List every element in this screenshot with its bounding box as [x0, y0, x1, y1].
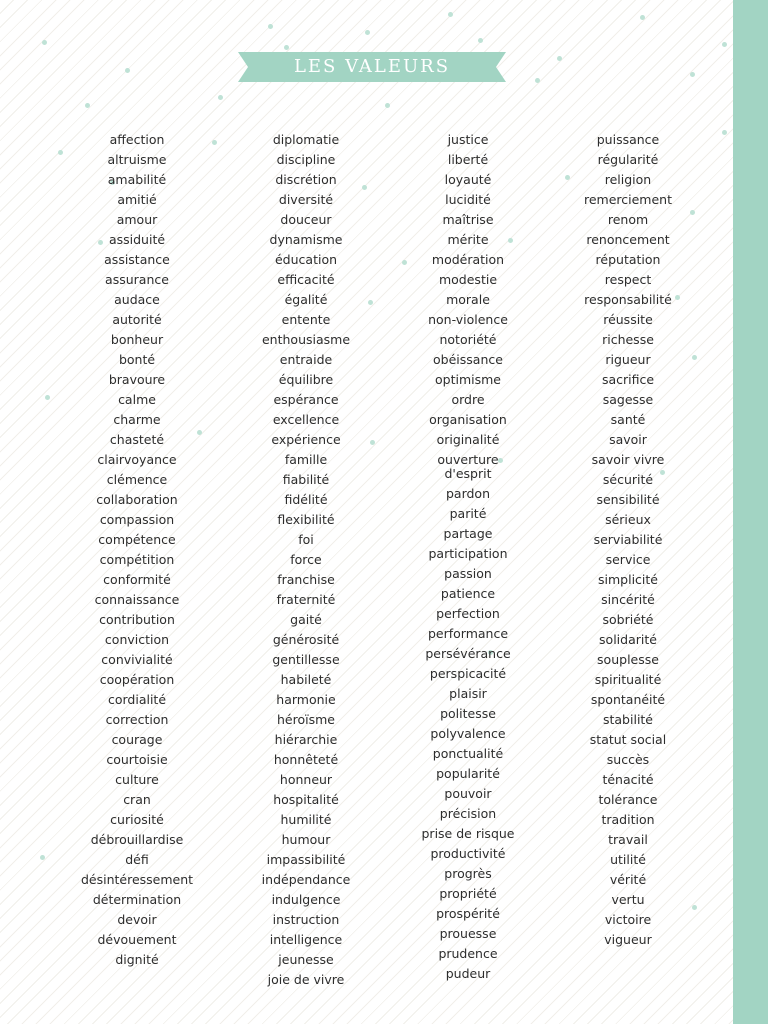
value-word: curiosité [110, 812, 164, 827]
value-word: originalité [436, 432, 500, 447]
value-word: statut social [589, 732, 667, 747]
value-word: propriété [439, 886, 497, 901]
value-word: sacrifice [601, 372, 655, 387]
value-word: foi [298, 532, 314, 547]
value-word: ponctualité [432, 746, 504, 761]
value-word: plaisir [449, 686, 487, 701]
value-word: joie de vivre [267, 972, 345, 987]
value-word: religion [604, 172, 652, 187]
value-word: prise de risque [421, 826, 515, 841]
value-word: victoire [604, 912, 652, 927]
value-word: prouesse [439, 926, 497, 941]
value-word: harmonie [276, 692, 336, 707]
value-word: culture [115, 772, 159, 787]
value-word: compétence [98, 532, 176, 547]
value-word: ouverture d'esprit [437, 452, 499, 481]
value-word: savoir [609, 432, 647, 447]
value-word: débrouillardise [90, 832, 184, 847]
value-word: discrétion [275, 172, 337, 187]
value-word: précision [439, 806, 497, 821]
value-word: spontanéité [590, 692, 666, 707]
value-word: intelligence [269, 932, 343, 947]
value-word: autorité [112, 312, 162, 327]
value-word: respect [604, 272, 652, 287]
value-word: expérience [271, 432, 341, 447]
value-word: perfection [436, 606, 500, 621]
value-word: affection [109, 132, 165, 147]
value-word: défi [125, 852, 149, 867]
value-word: rigueur [605, 352, 651, 367]
value-word: travail [608, 832, 648, 847]
value-word: humour [281, 832, 331, 847]
value-word: sincérité [601, 592, 655, 607]
value-word: habileté [280, 672, 332, 687]
value-word: polyvalence [430, 726, 506, 741]
value-word: assiduité [108, 232, 166, 247]
value-word: succès [606, 752, 650, 767]
value-word: équilibre [278, 372, 334, 387]
value-word: audace [114, 292, 160, 307]
value-word: cran [123, 792, 151, 807]
value-word: renom [607, 212, 649, 227]
value-word: obéissance [433, 352, 503, 367]
value-word: ténacité [602, 772, 654, 787]
value-word: dynamisme [269, 232, 343, 247]
value-word: dévouement [97, 932, 177, 947]
value-word: sécurité [602, 472, 654, 487]
value-word: réussite [603, 312, 653, 327]
value-word: renoncement [586, 232, 670, 247]
value-word: santé [610, 412, 646, 427]
value-word: connaissance [94, 592, 180, 607]
value-word: courage [111, 732, 163, 747]
value-word: richesse [602, 332, 654, 347]
value-word: diversité [278, 192, 334, 207]
value-word: bonheur [110, 332, 164, 347]
value-word: passion [444, 566, 492, 581]
value-word: force [290, 552, 322, 567]
value-word: hiérarchie [274, 732, 338, 747]
value-word: pudeur [445, 966, 491, 981]
value-word: dignité [115, 952, 159, 967]
value-word: tradition [601, 812, 655, 827]
value-word: gaité [290, 612, 322, 627]
value-word: égalité [284, 292, 328, 307]
value-word: régularité [597, 152, 659, 167]
value-word: chasteté [109, 432, 165, 447]
values-column-3 [393, 130, 543, 984]
value-word: altruisme [107, 152, 167, 167]
value-word: espérance [273, 392, 339, 407]
value-word: service [605, 552, 651, 567]
value-word: assurance [105, 272, 169, 287]
value-word: souplesse [597, 652, 659, 667]
value-word: prudence [438, 946, 498, 961]
value-word: humilité [280, 812, 332, 827]
value-word: devoir [117, 912, 157, 927]
value-word: hospitalité [273, 792, 339, 807]
value-word: participation [428, 546, 508, 561]
value-word: responsabilité [584, 292, 672, 307]
value-word: performance [427, 626, 509, 641]
value-word: gentillesse [272, 652, 340, 667]
value-word: organisation [429, 412, 507, 427]
value-word: modération [431, 252, 505, 267]
value-word: douceur [280, 212, 332, 227]
value-word: pouvoir [444, 786, 492, 801]
value-word: calme [118, 392, 156, 407]
value-word: impassibilité [266, 852, 346, 867]
value-word: liberté [447, 152, 489, 167]
value-word: justice [447, 132, 489, 147]
value-word: lucidité [445, 192, 491, 207]
value-word: clairvoyance [97, 452, 177, 467]
value-word: vigueur [604, 932, 652, 947]
value-word: pardon [445, 486, 491, 501]
value-word: convivialité [101, 652, 173, 667]
value-word: honnêteté [273, 752, 339, 767]
value-word: réputation [595, 252, 661, 267]
value-word: collaboration [96, 492, 178, 507]
value-word: diplomatie [272, 132, 340, 147]
value-word: sérieux [605, 512, 651, 527]
value-word: sagesse [602, 392, 654, 407]
value-word: cordialité [107, 692, 167, 707]
value-word: entraide [279, 352, 333, 367]
value-word: excellence [272, 412, 340, 427]
value-word: parité [449, 506, 487, 521]
value-word: indépendance [261, 872, 351, 887]
value-word: instruction [272, 912, 340, 927]
value-word: popularité [436, 766, 500, 781]
value-word: fraternité [276, 592, 336, 607]
value-word: coopération [99, 672, 175, 687]
value-word: ordre [451, 392, 485, 407]
value-word: serviabilité [593, 532, 663, 547]
value-word: mérite [447, 232, 489, 247]
value-word: maîtrise [442, 212, 494, 227]
value-word: éducation [274, 252, 338, 267]
side-color-strip [733, 0, 768, 1024]
value-word: modestie [438, 272, 498, 287]
value-word: sobriété [602, 612, 654, 627]
value-word: solidarité [599, 632, 657, 647]
value-word: spiritualité [594, 672, 662, 687]
value-word: amabilité [107, 172, 167, 187]
value-word: stabilité [602, 712, 654, 727]
value-word: notoriété [439, 332, 497, 347]
value-word: bonté [118, 352, 156, 367]
value-word: enthousiasme [261, 332, 351, 347]
value-word: fidélité [284, 492, 328, 507]
value-word: vérité [609, 872, 647, 887]
value-word: productivité [430, 846, 506, 861]
value-word: vertu [611, 892, 645, 907]
value-word: compétition [99, 552, 175, 567]
value-word: discipline [276, 152, 336, 167]
value-word: morale [446, 292, 490, 307]
values-column-2 [231, 130, 381, 990]
value-word: puissance [596, 132, 660, 147]
value-word: efficacité [277, 272, 335, 287]
value-word: persévérance [425, 646, 511, 661]
value-word: perspicacité [429, 666, 507, 681]
value-word: jeunesse [278, 952, 334, 967]
value-word: famille [284, 452, 328, 467]
value-word: héroïsme [277, 712, 335, 727]
value-word: désintéressement [80, 872, 194, 887]
value-word: fiabilité [282, 472, 330, 487]
value-word: remerciement [583, 192, 672, 207]
value-word: tolérance [598, 792, 658, 807]
value-word: franchise [277, 572, 335, 587]
value-word: loyauté [444, 172, 492, 187]
title-banner [238, 52, 506, 82]
value-word: conviction [104, 632, 170, 647]
value-word: prospérité [436, 906, 500, 921]
value-word: correction [105, 712, 169, 727]
value-word: sensibilité [596, 492, 660, 507]
value-word: contribution [99, 612, 175, 627]
value-word: clémence [106, 472, 168, 487]
value-word: conformité [103, 572, 171, 587]
value-word: progrès [444, 866, 492, 881]
value-word: indulgence [271, 892, 341, 907]
value-word: bravoure [108, 372, 166, 387]
value-word: courtoisie [106, 752, 168, 767]
value-word: optimisme [435, 372, 501, 387]
value-word: charme [113, 412, 161, 427]
value-word: détermination [92, 892, 182, 907]
values-column-4 [553, 130, 703, 950]
value-word: assistance [104, 252, 170, 267]
value-word: flexibilité [277, 512, 335, 527]
value-word: amitié [117, 192, 157, 207]
value-word: simplicité [598, 572, 658, 587]
value-word: compassion [99, 512, 175, 527]
value-word: honneur [279, 772, 333, 787]
values-column-1 [62, 130, 212, 970]
page-title: LES VALEURS [293, 56, 451, 77]
value-word: entente [281, 312, 331, 327]
value-word: patience [440, 586, 496, 601]
value-word: non-violence [428, 312, 508, 327]
value-word: savoir vivre [591, 452, 665, 467]
value-word: utilité [610, 852, 646, 867]
value-word: partage [443, 526, 493, 541]
value-word: politesse [440, 706, 496, 721]
value-word: générosité [272, 632, 340, 647]
value-word: amour [116, 212, 158, 227]
